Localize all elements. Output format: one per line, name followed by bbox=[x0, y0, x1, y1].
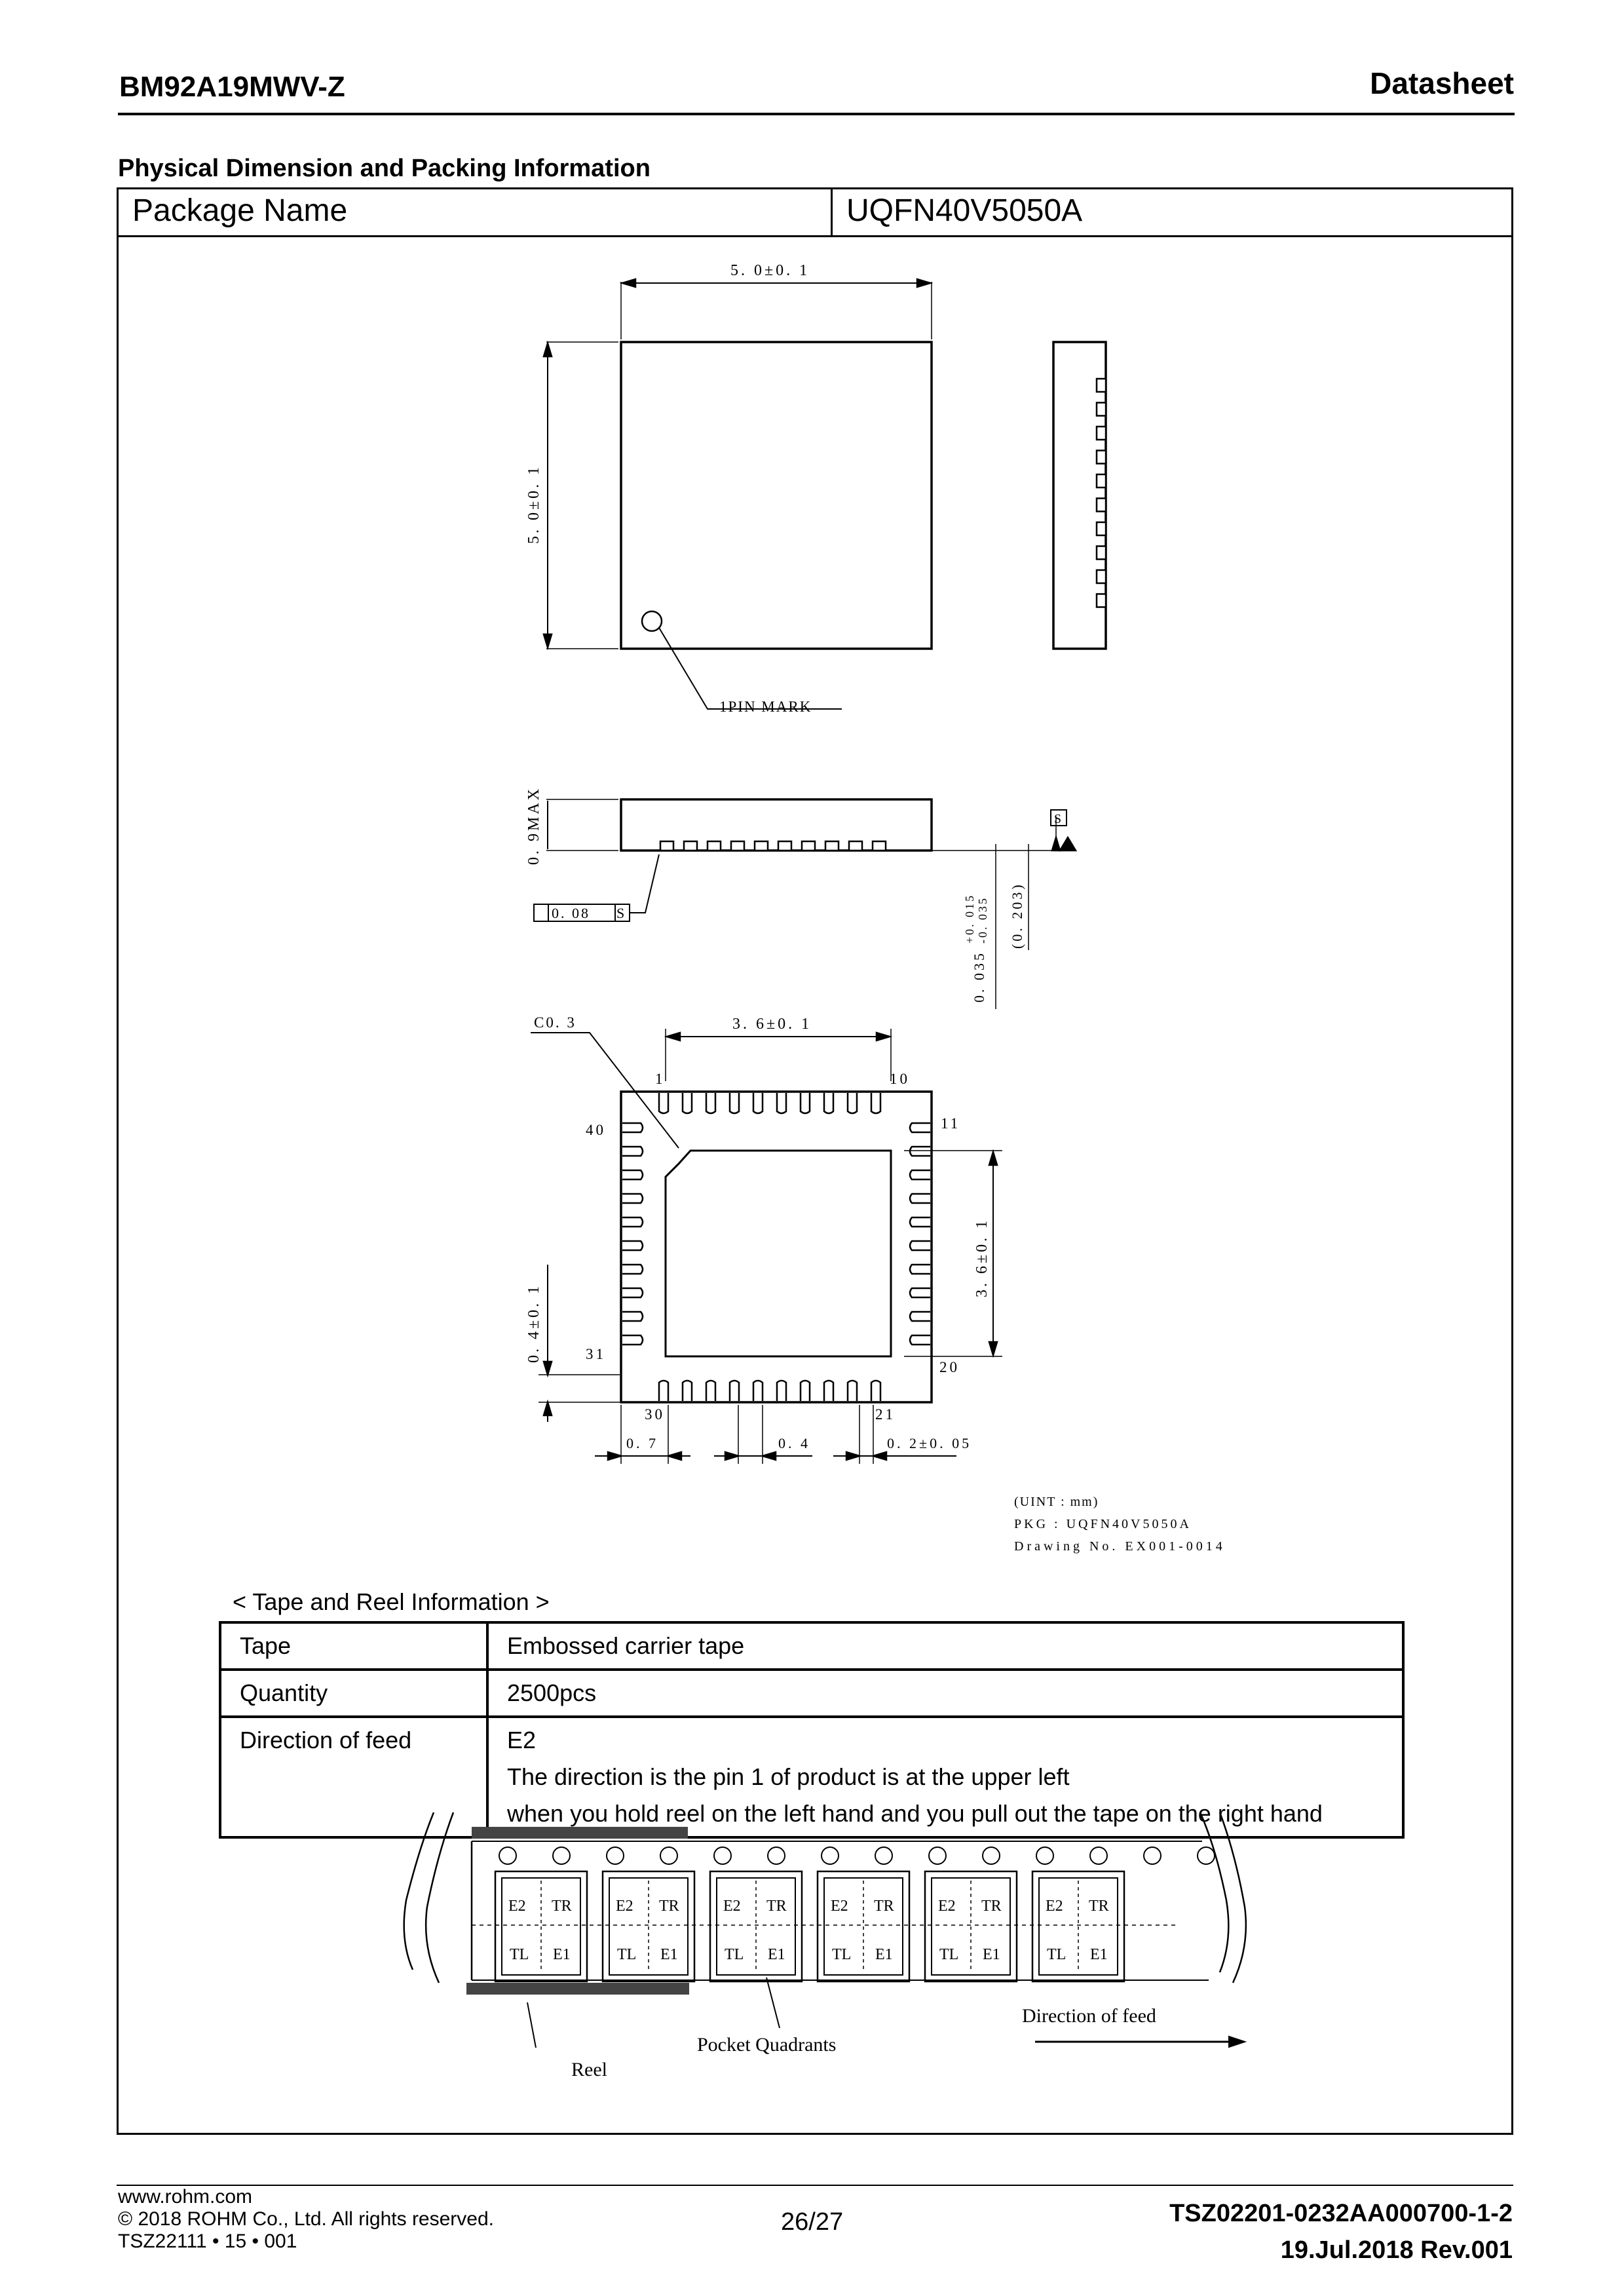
lead-right bbox=[910, 1217, 930, 1227]
pin-11-label: 11 bbox=[941, 1115, 961, 1132]
front-lead bbox=[731, 841, 744, 851]
lead-top bbox=[730, 1093, 739, 1113]
sprocket-hole bbox=[983, 1847, 1000, 1864]
quadrant-label: TL bbox=[617, 1946, 637, 1963]
lead-left bbox=[622, 1123, 643, 1132]
top-view-body bbox=[621, 342, 932, 649]
sprocket-hole bbox=[1090, 1847, 1107, 1864]
doc-type: Datasheet bbox=[1370, 66, 1514, 100]
datum-s-label: S bbox=[1054, 812, 1062, 826]
lead-top bbox=[848, 1093, 857, 1113]
lead-left bbox=[622, 1147, 643, 1156]
lead-left bbox=[622, 1217, 643, 1227]
quadrant-label: E1 bbox=[660, 1946, 678, 1963]
dim-standoff: 0. 035 bbox=[971, 951, 987, 1003]
tape-reel-title: < Tape and Reel Information > bbox=[233, 1588, 550, 1615]
quadrant-label: E1 bbox=[768, 1946, 785, 1963]
lead-bottom bbox=[801, 1381, 810, 1401]
quadrant-label: TL bbox=[725, 1946, 744, 1963]
form-code: TSZ22111 • 15 • 001 bbox=[118, 2230, 297, 2252]
pin-21-label: 21 bbox=[875, 1406, 896, 1423]
sprocket-hole bbox=[875, 1847, 892, 1864]
quadrant-label: TR bbox=[766, 1898, 787, 1915]
package-name-label: Package Name bbox=[132, 193, 348, 228]
pin-10-label: 10 bbox=[890, 1071, 910, 1087]
lead-left bbox=[622, 1170, 643, 1179]
dim-lead-thickness: (0. 203) bbox=[1009, 882, 1025, 949]
quadrant-label: E1 bbox=[983, 1946, 1000, 1963]
lead-right bbox=[910, 1241, 930, 1250]
feed-value-line: E2 bbox=[507, 1727, 537, 1753]
lead-right bbox=[910, 1123, 930, 1132]
table-row bbox=[220, 1670, 1403, 1717]
sprocket-hole bbox=[1144, 1847, 1161, 1864]
front-lead bbox=[708, 841, 721, 851]
quadrant-label: E1 bbox=[875, 1946, 893, 1963]
lead-bottom bbox=[848, 1381, 857, 1401]
lead-left bbox=[622, 1335, 643, 1345]
sprocket-hole bbox=[499, 1847, 516, 1864]
datum-s-triangle-icon bbox=[1060, 837, 1076, 851]
sprocket-hole bbox=[929, 1847, 946, 1864]
lead-top bbox=[706, 1093, 715, 1113]
front-lead bbox=[873, 841, 886, 851]
quantity-value: 2500pcs bbox=[487, 1670, 1403, 1717]
lead-right bbox=[910, 1170, 930, 1179]
feed-direction-label: Direction of feed bbox=[1022, 2005, 1156, 2027]
quadrant-label: E2 bbox=[1046, 1898, 1063, 1915]
dim-0-7: 0. 7 bbox=[626, 1435, 658, 1451]
side-lead bbox=[1097, 570, 1106, 583]
quadrant-label: E2 bbox=[508, 1898, 526, 1915]
sprocket-hole bbox=[553, 1847, 570, 1864]
quadrant-label: TL bbox=[1047, 1946, 1067, 1963]
table-row bbox=[220, 1622, 1403, 1670]
pin-1-label: 1 bbox=[655, 1071, 663, 1087]
doc-number: TSZ02201-0232AA000700-1-2 bbox=[1169, 2200, 1513, 2227]
pin-31-label: 31 bbox=[586, 1346, 606, 1362]
date-revision: 19.Jul.2018 Rev.001 bbox=[1280, 2236, 1513, 2264]
sprocket-hole bbox=[660, 1847, 677, 1864]
sprocket-hole bbox=[1198, 1847, 1215, 1864]
front-lead bbox=[778, 841, 791, 851]
chamfer-label: C0. 3 bbox=[534, 1014, 576, 1031]
feed-value-line: The direction is the pin 1 of product is at the upper left bbox=[507, 1763, 1070, 1790]
lead-bottom bbox=[683, 1381, 692, 1401]
lead-right bbox=[910, 1147, 930, 1156]
lead-left bbox=[622, 1312, 643, 1321]
lead-top bbox=[777, 1093, 786, 1113]
section-title: Physical Dimension and Packing Information bbox=[118, 155, 651, 182]
side-lead bbox=[1097, 522, 1106, 535]
package-name-value: UQFN40V5050A bbox=[846, 193, 1083, 228]
exposed-pad bbox=[666, 1151, 891, 1356]
lead-left bbox=[622, 1288, 643, 1297]
quadrant-label: E2 bbox=[831, 1898, 848, 1915]
quadrant-label: TL bbox=[510, 1946, 529, 1963]
quadrant-label: TL bbox=[939, 1946, 959, 1963]
dim-lead-length: 0. 4±0. 1 bbox=[525, 1283, 542, 1363]
front-lead bbox=[684, 841, 697, 851]
dim-lead-width: 0. 2±0. 05 bbox=[887, 1435, 972, 1451]
side-lead bbox=[1097, 499, 1106, 512]
dim-top-height: 5. 0±0. 1 bbox=[525, 464, 542, 544]
lead-bottom bbox=[871, 1381, 880, 1401]
tape-reel-table bbox=[219, 1621, 1405, 1839]
quadrant-label: TL bbox=[832, 1946, 852, 1963]
sprocket-hole bbox=[607, 1847, 624, 1864]
quadrant-label: TR bbox=[659, 1898, 679, 1915]
dim-standoff-plus: +0. 015 bbox=[963, 893, 976, 944]
dim-top-width: 5. 0±0. 1 bbox=[730, 262, 810, 279]
footer-left bbox=[118, 2186, 494, 2253]
lead-top bbox=[871, 1093, 880, 1113]
tape-value: Embossed carrier tape bbox=[487, 1622, 1403, 1670]
lead-bottom bbox=[753, 1381, 763, 1401]
front-lead bbox=[755, 841, 768, 851]
lead-top bbox=[801, 1093, 810, 1113]
dim-pad-width: 3. 6±0. 1 bbox=[732, 1016, 812, 1033]
lead-top bbox=[659, 1093, 668, 1113]
coplanarity-value: 0. 08 bbox=[552, 905, 590, 921]
front-lead bbox=[825, 841, 839, 851]
lead-left bbox=[622, 1241, 643, 1250]
lead-top bbox=[824, 1093, 833, 1113]
unit-note: (UINT : mm) bbox=[1014, 1495, 1099, 1509]
copyright: © 2018 ROHM Co., Ltd. All rights reserved. bbox=[118, 2208, 494, 2230]
reel-label: Reel bbox=[571, 2059, 607, 2080]
sprocket-hole bbox=[768, 1847, 785, 1864]
quadrant-label: E2 bbox=[938, 1898, 956, 1915]
lead-right bbox=[910, 1335, 930, 1345]
lead-right bbox=[910, 1312, 930, 1321]
dim-standoff-minus: -0. 035 bbox=[976, 896, 989, 944]
side-lead bbox=[1097, 427, 1106, 440]
side-lead bbox=[1097, 451, 1106, 464]
lead-left bbox=[622, 1194, 643, 1203]
quadrant-label: E2 bbox=[723, 1898, 741, 1915]
quadrant-label: TR bbox=[1089, 1898, 1109, 1915]
footer-right bbox=[1169, 2195, 1513, 2268]
pin-20-label: 20 bbox=[939, 1359, 960, 1375]
sprocket-hole bbox=[714, 1847, 731, 1864]
quantity-key: Quantity bbox=[220, 1670, 487, 1717]
quadrant-label: TR bbox=[874, 1898, 894, 1915]
quadrant-label: TR bbox=[552, 1898, 572, 1915]
sprocket-hole bbox=[1036, 1847, 1053, 1864]
sprocket-hole bbox=[821, 1847, 839, 1864]
side-lead bbox=[1097, 379, 1106, 392]
quadrant-label: TR bbox=[981, 1898, 1002, 1915]
quadrant-label: E2 bbox=[616, 1898, 633, 1915]
website-link[interactable]: www.rohm.com bbox=[118, 2186, 253, 2208]
page-number: 26/27 bbox=[781, 2208, 844, 2236]
lead-bottom bbox=[777, 1381, 786, 1401]
lead-right bbox=[910, 1288, 930, 1297]
drawing-number: Drawing No. EX001-0014 bbox=[1014, 1539, 1226, 1554]
part-number: BM92A19MWV-Z bbox=[119, 71, 345, 103]
front-lead bbox=[849, 841, 862, 851]
pin1-mark-label: 1PIN MARK bbox=[719, 698, 812, 715]
reel-diagram bbox=[393, 1808, 1258, 2110]
lead-right bbox=[910, 1194, 930, 1203]
lead-right bbox=[910, 1265, 930, 1274]
tape-key: Tape bbox=[220, 1622, 487, 1670]
side-lead bbox=[1097, 474, 1106, 488]
lead-bottom bbox=[824, 1381, 833, 1401]
front-lead bbox=[802, 841, 815, 851]
lead-top bbox=[683, 1093, 692, 1113]
lead-left bbox=[622, 1265, 643, 1274]
side-lead bbox=[1097, 594, 1106, 607]
lead-top bbox=[753, 1093, 763, 1113]
side-lead bbox=[1097, 403, 1106, 416]
feed-value-line: when you hold reel on the left hand and you pull out the tape on the right hand bbox=[507, 1800, 1323, 1827]
pin-30-label: 30 bbox=[645, 1406, 665, 1423]
quadrant-label: E1 bbox=[553, 1946, 571, 1963]
dim-pitch: 0. 4 bbox=[778, 1435, 810, 1451]
side-lead bbox=[1097, 546, 1106, 560]
lead-bottom bbox=[659, 1381, 668, 1401]
quadrant-label: E1 bbox=[1090, 1946, 1108, 1963]
dim-height-max: 0. 9MAX bbox=[525, 786, 542, 865]
pocket-quadrants-label: Pocket Quadrants bbox=[697, 2034, 837, 2056]
dim-pad-height: 3. 6±0. 1 bbox=[973, 1217, 991, 1297]
feed-key: Direction of feed bbox=[220, 1717, 487, 1837]
lead-bottom bbox=[706, 1381, 715, 1401]
lead-bottom bbox=[730, 1381, 739, 1401]
pin-40-label: 40 bbox=[586, 1122, 606, 1138]
coplanarity-datum: S bbox=[616, 905, 625, 921]
pkg-note: PKG : UQFN40V5050A bbox=[1014, 1517, 1192, 1531]
front-lead bbox=[660, 841, 673, 851]
